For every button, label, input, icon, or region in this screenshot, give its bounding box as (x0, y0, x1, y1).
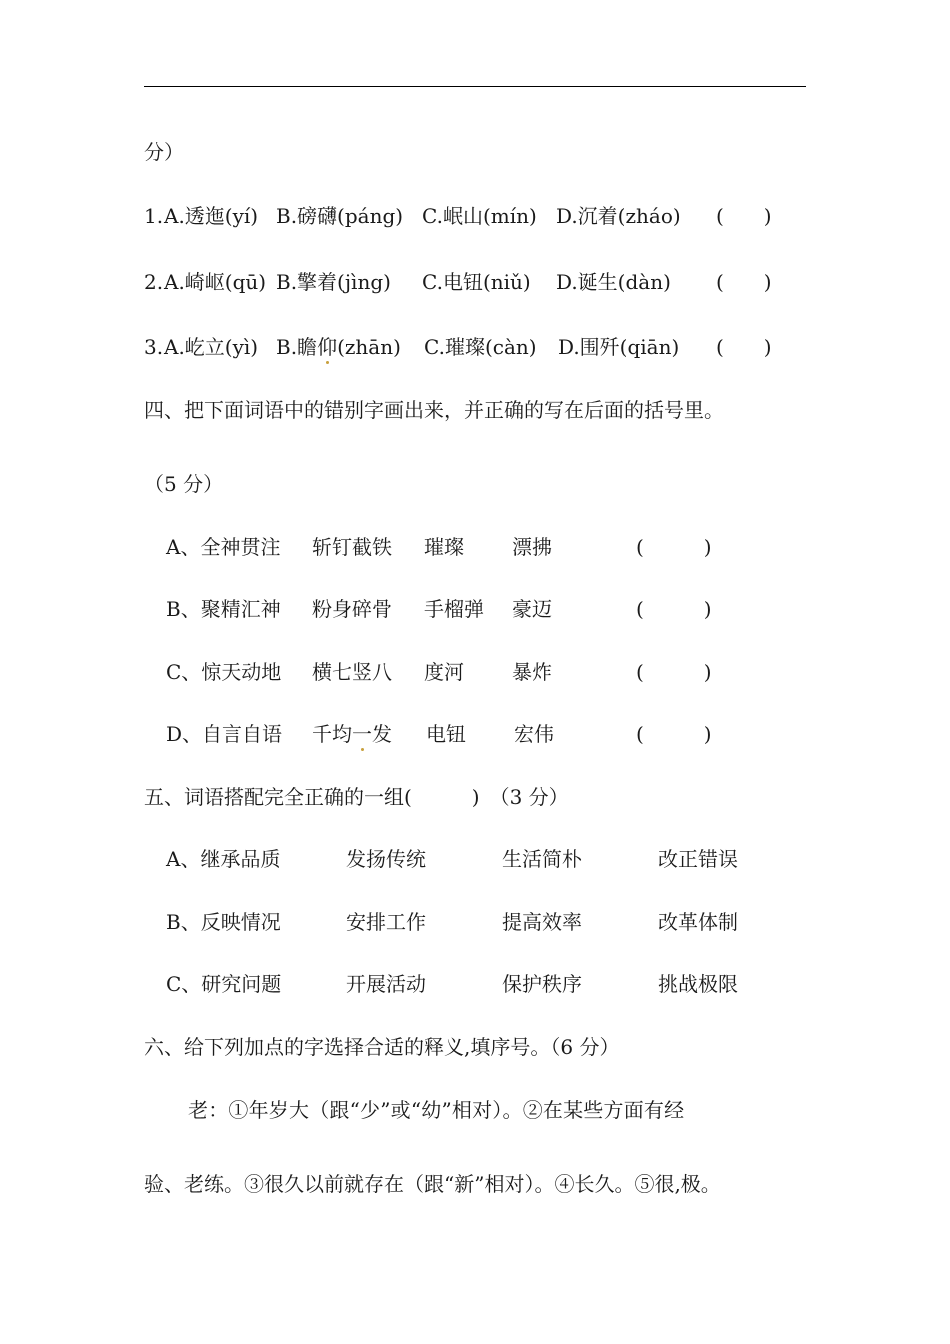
word-1: D、自言自语 (166, 722, 283, 746)
word-4: 漂拂 (512, 535, 552, 559)
question-number: 3. (144, 335, 164, 359)
word-2: 粉身碎骨 (312, 597, 392, 621)
pinyin-question-2 (144, 268, 824, 296)
phrase-4: 挑战极限 (658, 972, 738, 996)
option-b-prefix: B.瞻 (276, 335, 318, 359)
word-1: C、惊天动地 (166, 660, 282, 684)
option-a: A.透迤(yí) (164, 204, 259, 228)
phrase-1: A、继承品质 (166, 847, 281, 871)
section-4-score: （5 分） (144, 472, 224, 496)
word-3: 手榴弹 (424, 597, 484, 621)
phrase-4: 改革体制 (658, 910, 738, 934)
section-5-row-c (166, 970, 766, 998)
word-2-prefix: 千均 (312, 722, 352, 746)
word-3: 电钮 (426, 722, 466, 746)
section-6-title: 六、给下列加点的字选择合适的释义,填序号。（6 分） (144, 1035, 620, 1059)
word-2: 斩钉截铁 (312, 535, 392, 559)
word-2-suffix: 发 (372, 722, 392, 746)
section-5-title: 五、词语搭配完全正确的一组( ) （3 分） (144, 785, 569, 809)
section-4-title: 四、把下面词语中的错别字画出来，并正确的写在后面的括号里。 (144, 398, 724, 422)
continued-score-text: 分） (144, 140, 184, 164)
definition-paragraph-line-2: 验、老练。③很久以前就存在（跟“新”相对）。④长久。⑤很,极。 (144, 1172, 721, 1196)
phrase-3: 提高效率 (502, 910, 582, 934)
answer-parentheses[interactable]: ( ) (716, 270, 772, 294)
option-c: C.璀璨(càn) (424, 335, 537, 359)
word-2 (312, 720, 392, 748)
option-b (276, 333, 401, 361)
phrase-3: 保护秩序 (502, 972, 582, 996)
word-2: 横七竖八 (312, 660, 392, 684)
word-3: 度河 (424, 660, 464, 684)
word-1: B、聚精汇神 (166, 597, 281, 621)
word-4: 宏伟 (514, 722, 554, 746)
section-5-row-a (166, 845, 766, 873)
option-b: B.擎着(jìng) (276, 270, 391, 294)
phrase-1: B、反映情况 (166, 910, 281, 934)
question-number: 2. (144, 270, 164, 294)
option-b: B.磅礴(páng) (276, 204, 404, 228)
dotted-character: 一 (352, 722, 372, 746)
definition-paragraph-line-1: 老：①年岁大（跟“少”或“幼”相对）。②在某些方面有经 (188, 1098, 685, 1122)
word-4: 暴炸 (512, 660, 552, 684)
dotted-character: 仰 (317, 335, 338, 359)
phrase-2: 安排工作 (346, 910, 426, 934)
question-number: 1. (144, 204, 164, 228)
option-d: D.沉着(zháo) (556, 204, 681, 228)
pinyin-question-3 (144, 333, 824, 361)
option-c: C.岷山(mín) (422, 204, 537, 228)
option-a: A.崎岖(qū) (164, 270, 267, 294)
option-c: C.电钮(niǔ) (422, 270, 531, 294)
phrase-4: 改正错误 (658, 847, 738, 871)
word-3: 璀璨 (424, 535, 464, 559)
answer-parentheses[interactable]: ( ) (636, 535, 712, 559)
option-d: D.诞生(dàn) (556, 270, 671, 294)
section-4-row-b (166, 595, 766, 623)
word-1: A、全神贯注 (166, 535, 281, 559)
answer-parentheses[interactable]: ( ) (636, 597, 712, 621)
answer-parentheses[interactable]: ( ) (636, 660, 712, 684)
pinyin-question-1 (144, 202, 824, 230)
answer-parentheses[interactable]: ( ) (716, 204, 772, 228)
phrase-2: 开展活动 (346, 972, 426, 996)
phrase-2: 发扬传统 (346, 847, 426, 871)
section-4-row-c (166, 658, 766, 686)
section-4-row-a (166, 533, 766, 561)
option-b-suffix: (zhān) (337, 335, 401, 359)
header-rule (144, 86, 806, 87)
word-4: 豪迈 (512, 597, 552, 621)
phrase-3: 生活简朴 (502, 847, 582, 871)
section-5-row-b (166, 908, 766, 936)
answer-parentheses[interactable]: ( ) (716, 335, 772, 359)
section-4-row-d (166, 720, 766, 748)
answer-parentheses[interactable]: ( ) (636, 722, 712, 746)
option-a: A.屹立(yì) (164, 335, 259, 359)
phrase-1: C、研究问题 (166, 972, 282, 996)
option-d: D.围歼(qiān) (558, 335, 680, 359)
